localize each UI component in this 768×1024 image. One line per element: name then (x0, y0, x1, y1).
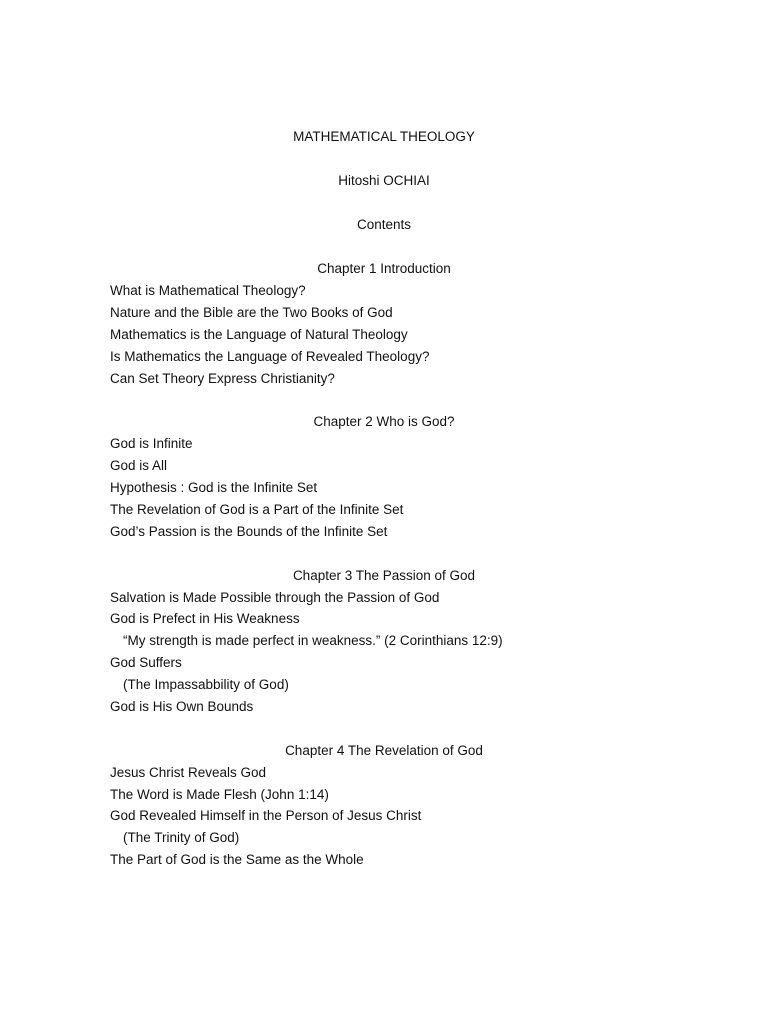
contents-subitem: (The Trinity of God) (123, 830, 240, 845)
chapter-heading: Chapter 1 Introduction (317, 261, 451, 276)
contents-item: God Revealed Himself in the Person of Jesus Christ (110, 808, 422, 823)
contents-subitem: “My strength is made perfect in weakness.” (2 Corinthians 12:9) (123, 633, 503, 648)
chapter-heading: Chapter 3 The Passion of God (292, 568, 476, 583)
contents-item: Nature and the Bible are the Two Books of God (110, 305, 393, 320)
contents-item: God is All (110, 458, 168, 473)
contents-item: Can Set Theory Express Christianity? (110, 371, 335, 386)
contents-item: God’s Passion is the Bounds of the Infinite Set (110, 524, 388, 539)
contents-subitem: (The Impassabbility of God) (123, 677, 289, 692)
contents-item: God Suffers (110, 655, 182, 670)
contents-item: The Part of God is the Same as the Whole (110, 852, 364, 867)
contents-item: Salvation is Made Possible through the Passion of God (110, 590, 440, 605)
contents-item: God is Prefect in His Weakness (110, 611, 300, 626)
contents-item: Is Mathematics the Language of Revealed Theology? (110, 349, 430, 364)
author-name: Hitoshi OCHIAI (338, 173, 430, 188)
contents-item: The Revelation of God is a Part of the Infinite Set (110, 502, 404, 517)
contents-item: What is Mathematical Theology? (110, 283, 306, 298)
contents-item: Hypothesis : God is the Infinite Set (110, 480, 318, 495)
contents-heading: Contents (356, 217, 412, 232)
contents-item: The Word is Made Flesh (John 1:14) (110, 787, 329, 802)
contents-item: God is Infinite (110, 436, 193, 451)
chapter-heading: Chapter 2 Who is God? (313, 414, 455, 429)
chapter-heading: Chapter 4 The Revelation of God (285, 743, 483, 758)
contents-item: Mathematics is the Language of Natural Theology (110, 327, 408, 342)
contents-item: God is His Own Bounds (110, 699, 254, 714)
contents-item: Jesus Christ Reveals God (110, 765, 267, 780)
document-title: MATHEMATICAL THEOLOGY (293, 129, 475, 144)
